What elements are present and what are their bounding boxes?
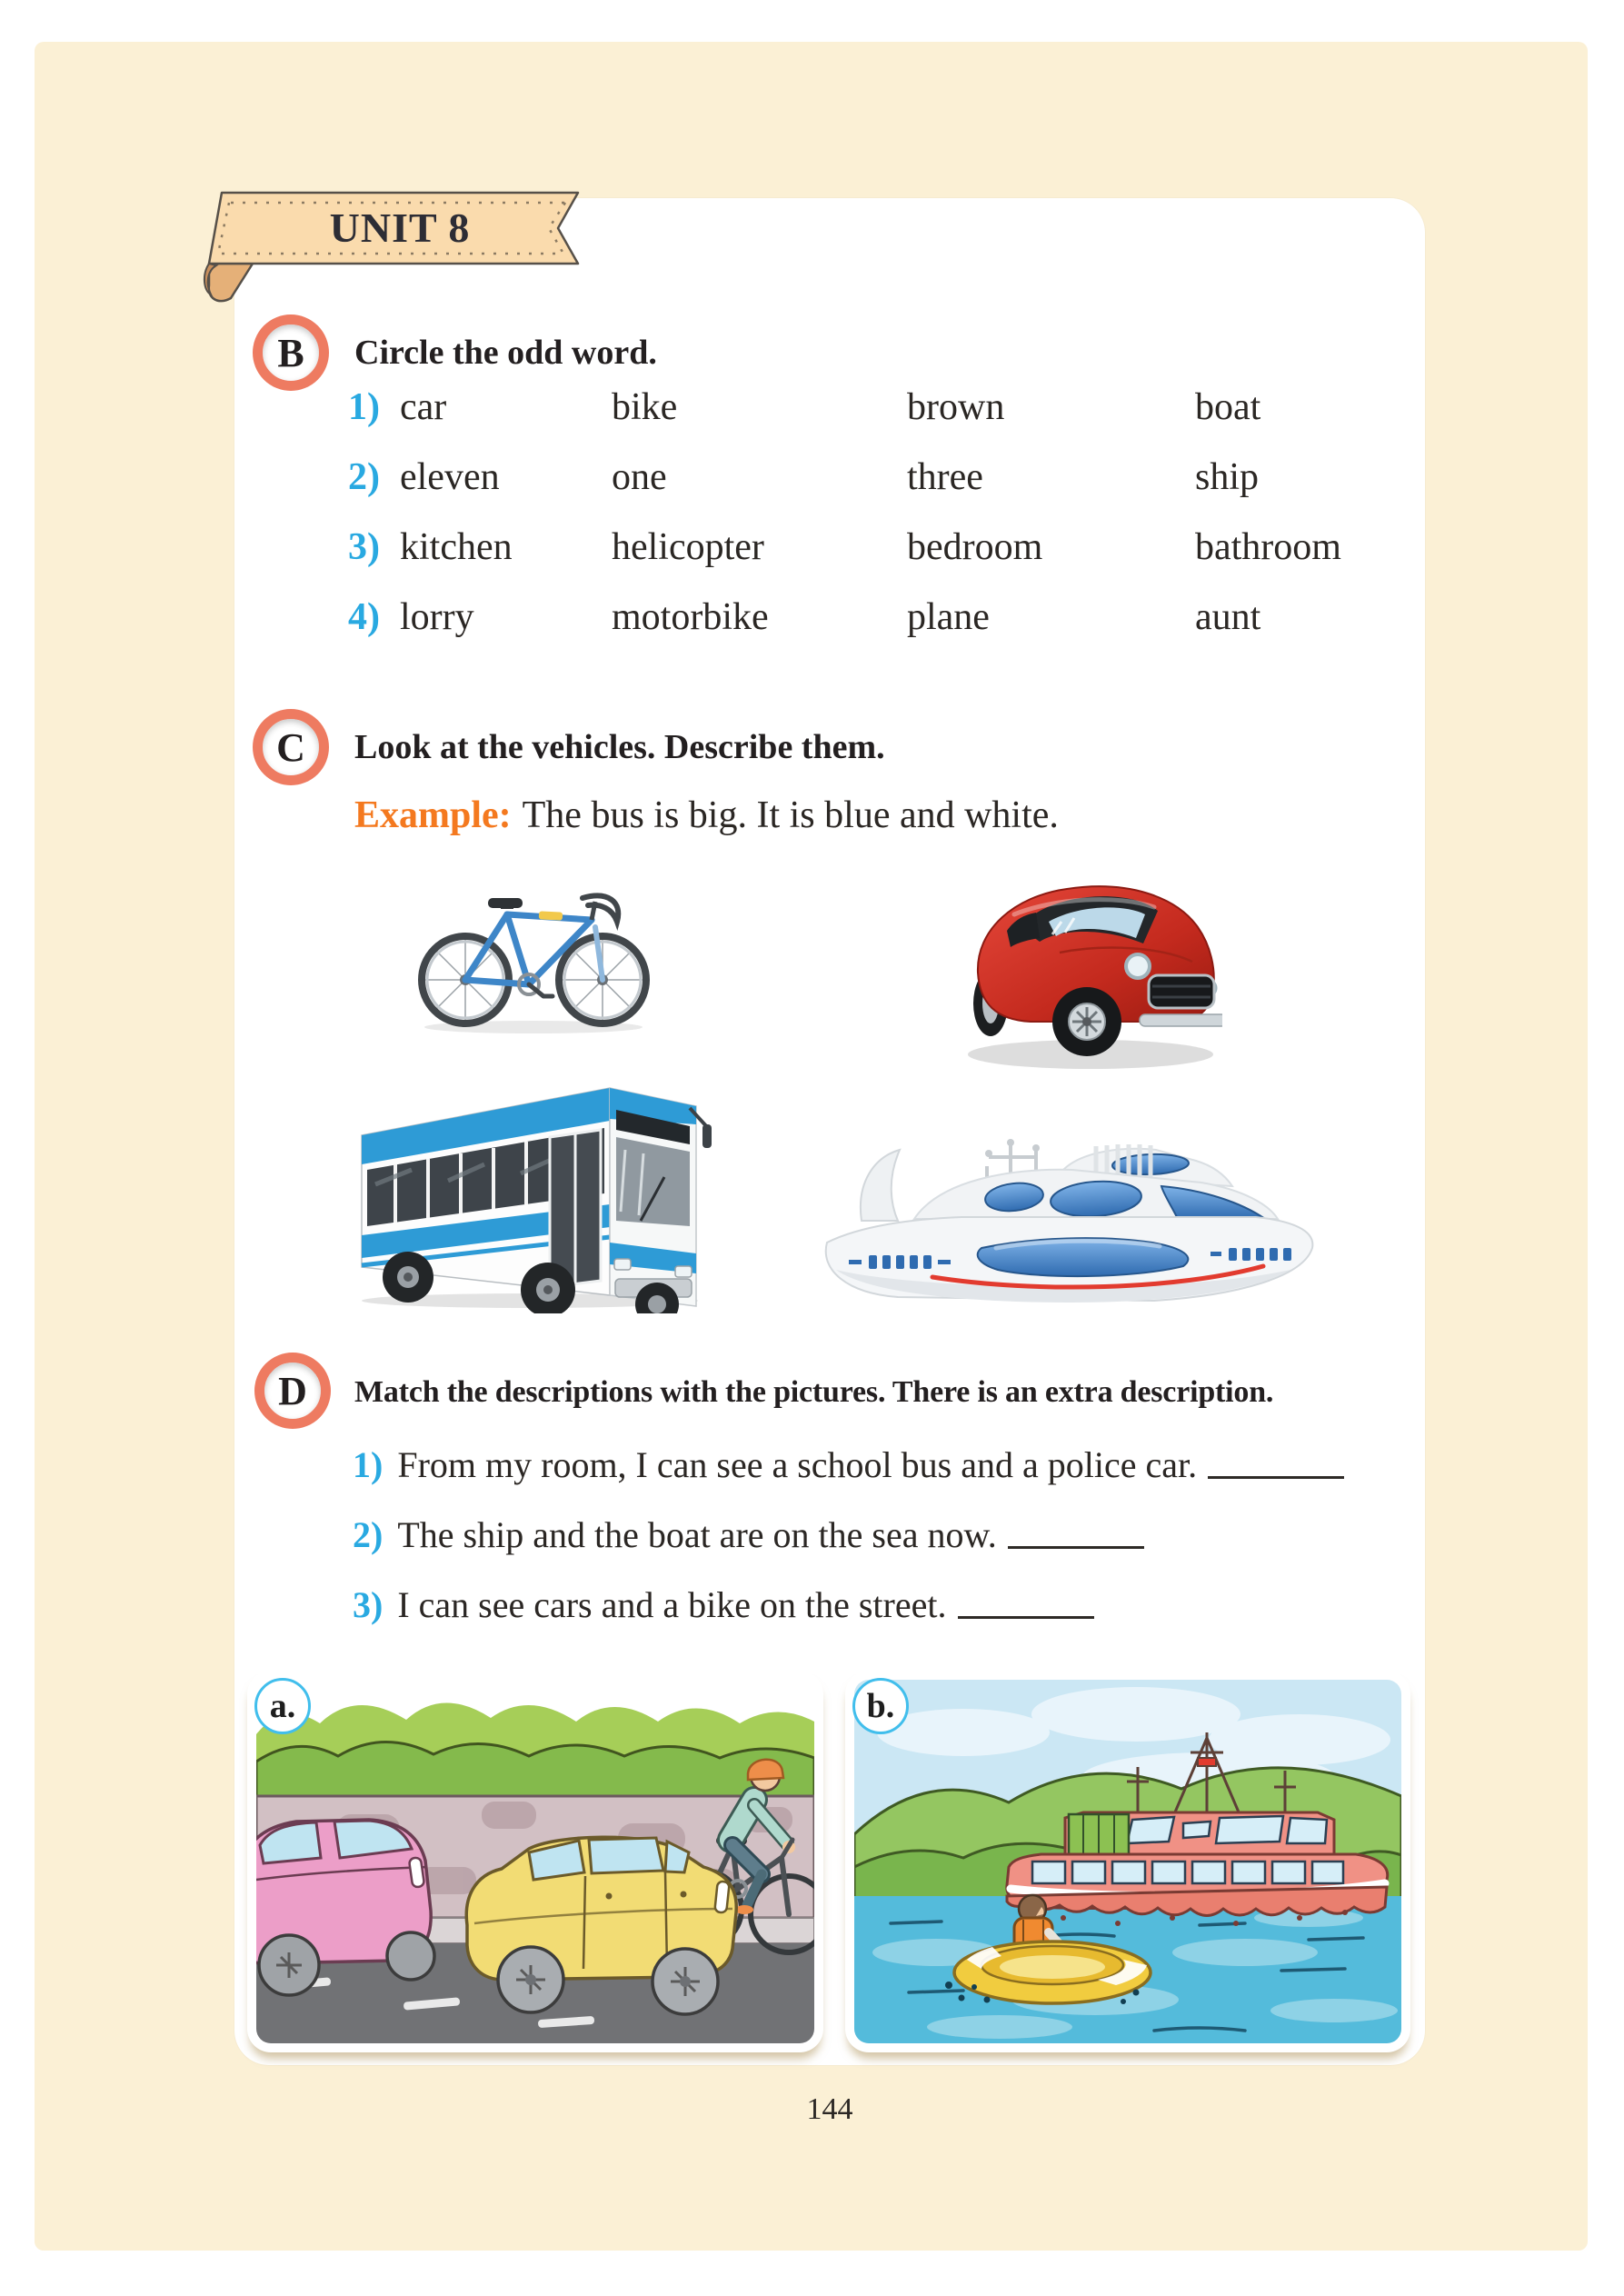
picture-a-label <box>254 1678 311 1734</box>
picture-b-label <box>852 1678 909 1734</box>
answer-blank <box>1008 1539 1144 1549</box>
match-item <box>353 1443 1344 1486</box>
yacht-illustration <box>818 1139 1327 1319</box>
row-number: 4) <box>348 596 380 638</box>
item-text: I can see cars and a bike on the street. <box>397 1584 947 1625</box>
match-item <box>353 1513 1144 1556</box>
odd-word: three <box>907 456 983 498</box>
section-d-title: Match the descriptions with the pictures. There is an extra description. <box>354 1375 1274 1409</box>
odd-word-row <box>0 455 1624 506</box>
picture-a <box>247 1671 823 2052</box>
section-b-letter: B <box>277 330 304 375</box>
match-item <box>353 1583 1094 1626</box>
item-text: From my room, I can see a school bus and a police car. <box>397 1444 1198 1485</box>
picture-a-letter: a. <box>269 1687 296 1725</box>
odd-word: bedroom <box>907 526 1043 568</box>
section-d-letter: D <box>278 1368 307 1413</box>
unit-title: UNIT 8 <box>329 205 471 251</box>
odd-word-row <box>0 385 1624 436</box>
item-number: 3) <box>353 1584 384 1625</box>
item-text: The ship and the boat are on the sea now. <box>397 1514 997 1555</box>
odd-word: aunt <box>1195 596 1261 638</box>
bicycle-illustration <box>413 853 654 1036</box>
picture-b <box>845 1671 1410 2052</box>
odd-word: eleven <box>400 456 500 498</box>
odd-word: plane <box>907 596 990 638</box>
answer-blank <box>1208 1469 1344 1479</box>
odd-word: helicopter <box>612 526 764 568</box>
section-b-title: Circle the odd word. <box>354 334 657 372</box>
odd-word: kitchen <box>400 526 513 568</box>
odd-word: bathroom <box>1195 526 1341 568</box>
example-label: Example: <box>354 794 512 836</box>
odd-word: one <box>612 456 667 498</box>
section-c-title: Look at the vehicles. Describe them. <box>354 728 885 766</box>
odd-word: lorry <box>400 596 474 638</box>
section-d-badge <box>254 1353 331 1429</box>
odd-word: bike <box>612 386 678 428</box>
odd-word: ship <box>1195 456 1260 498</box>
page-number: 144 <box>806 2092 853 2126</box>
section-c-badge <box>253 709 329 785</box>
sea-scene-illustration <box>854 1680 1401 2043</box>
street-scene-illustration <box>256 1680 814 2043</box>
section-c-letter: C <box>276 724 305 770</box>
answer-blank <box>958 1609 1094 1619</box>
odd-word-row <box>0 525 1624 576</box>
odd-word: brown <box>907 386 1005 428</box>
example-sentence: The bus is big. It is blue and white. <box>522 794 1059 836</box>
odd-word: car <box>400 386 447 428</box>
item-number: 2) <box>353 1514 384 1555</box>
row-number: 3) <box>348 526 380 568</box>
example-line <box>354 794 1059 837</box>
odd-word: motorbike <box>612 596 769 638</box>
odd-word: boat <box>1195 386 1261 428</box>
row-number: 2) <box>348 456 380 498</box>
picture-b-letter: b. <box>866 1687 895 1725</box>
odd-word-row <box>0 595 1624 646</box>
red-car-illustration <box>954 838 1222 1076</box>
row-number: 1) <box>348 386 380 428</box>
blue-bus-illustration <box>348 1048 712 1313</box>
item-number: 1) <box>353 1444 384 1485</box>
section-b-badge <box>253 314 329 391</box>
